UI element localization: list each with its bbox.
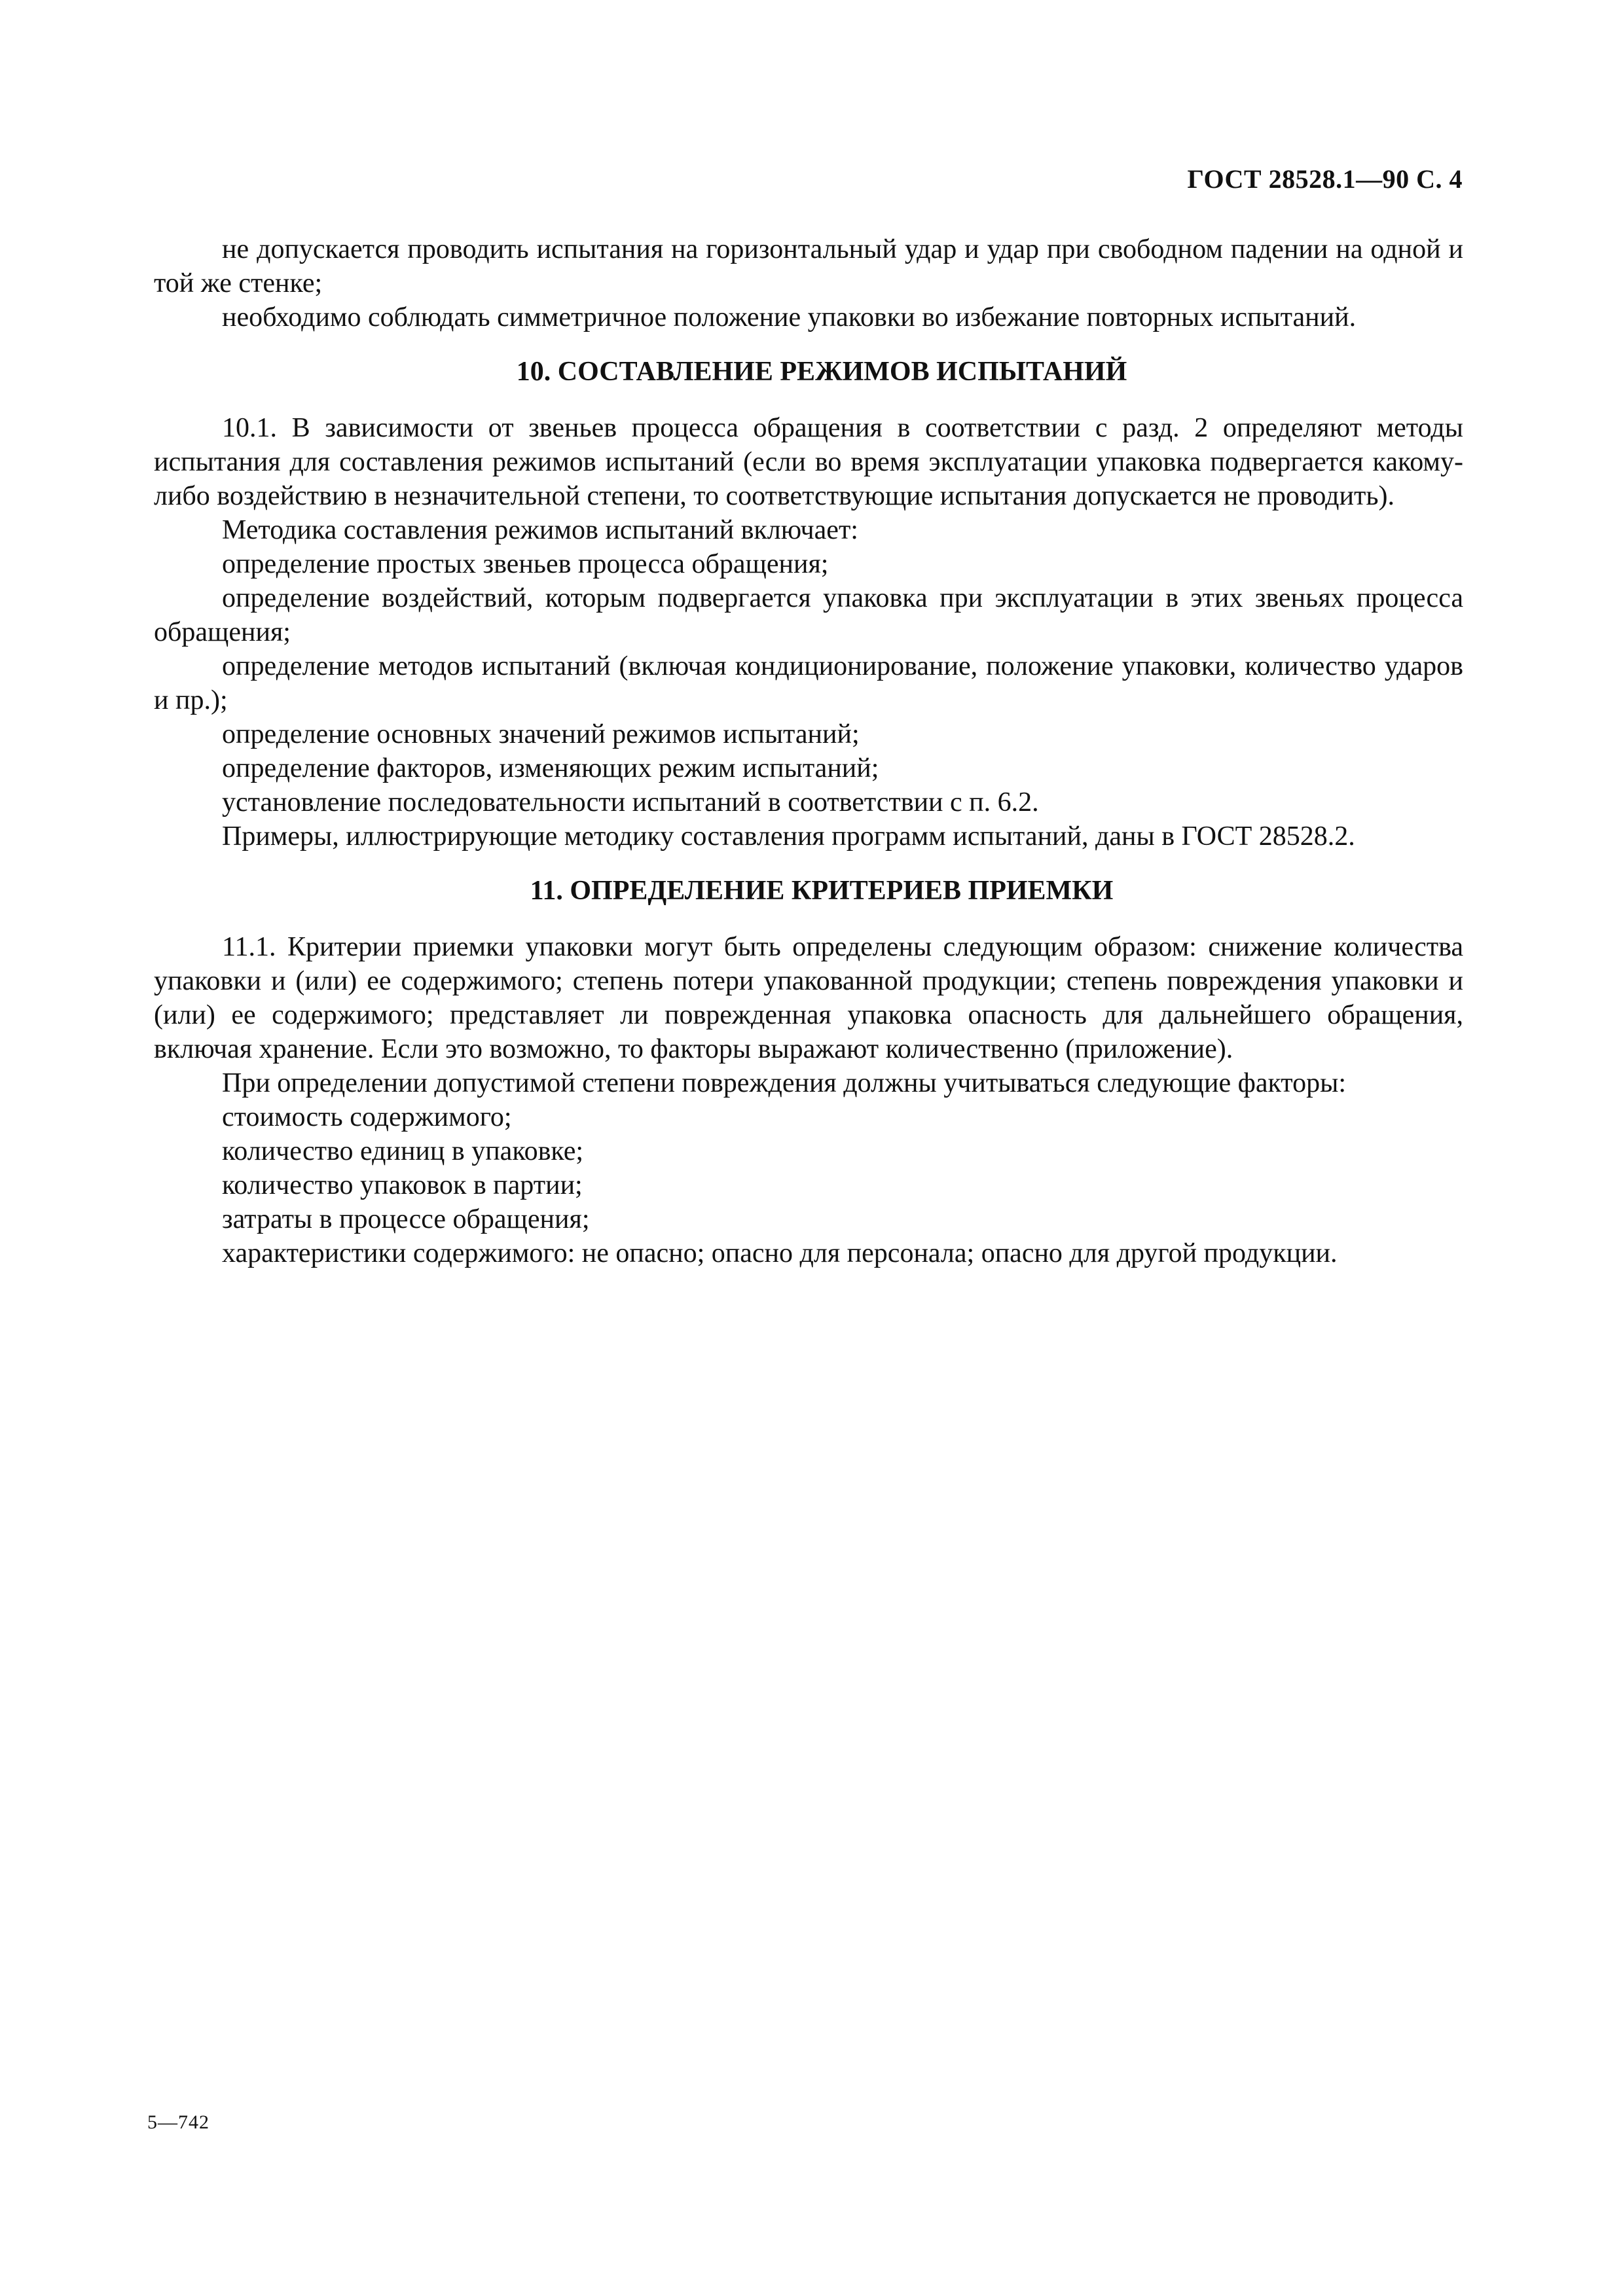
section-11-heading: 11. ОПРЕДЕЛЕНИЕ КРИТЕРИЕВ ПРИЕМКИ: [530, 876, 1114, 906]
section-11-list-item: стоимость содержимого;: [222, 1102, 512, 1132]
section-11-list-item: характеристики содержимого: не опасно; опасно для персонала; опасно для другой продукции.: [222, 1238, 1338, 1268]
page-header-standard-number: ГОСТ 28528.1—90 С. 4: [1187, 164, 1463, 194]
section-10-paragraph: Методика составления режимов испытаний включает:: [222, 515, 858, 545]
page-content: [154, 232, 1463, 1270]
section-10-list-item: определение факторов, изменяющих режим испытаний;: [222, 753, 879, 783]
section-10-list-item: определение основных значений режимов испытаний;: [222, 719, 860, 749]
section-10-list-item: установление последовательности испытаний в соответствии с п. 6.2.: [222, 787, 1039, 817]
intro-paragraph: необходимо соблюдать симметричное положение упаковки во избежание повторных испытаний.: [222, 302, 1357, 332]
section-11-paragraph: 11.1. Критерии приемки упаковки могут быть определены следующим образом: снижение количества упаковки и (или) ее содержимого; степень потери упакованной продукции; степень повреждения упаковки и (или) ее содержимого; представляет ли поврежденная упаковка опасность для дальнейшего обращения, включая хранение. Если это возможно, то факторы выражают количественно (приложение).: [154, 932, 1463, 1064]
page-footer-code: 5—742: [147, 2111, 210, 2133]
section-11-list-item: затраты в процессе обращения;: [222, 1204, 590, 1234]
intro-paragraph: не допускается проводить испытания на горизонтальный удар и удар при свободном падении на одной и той же стенке;: [154, 234, 1463, 298]
section-10-list-item: определение простых звеньев процесса обращения;: [222, 549, 829, 579]
section-10-heading: 10. СОСТАВЛЕНИЕ РЕЖИМОВ ИСПЫТАНИЙ: [516, 357, 1127, 387]
section-11-paragraph: При определении допустимой степени повреждения должны учитываться следующие факторы:: [222, 1068, 1346, 1098]
section-11-list-item: количество единиц в упаковке;: [222, 1136, 584, 1166]
section-10-list-item: определение воздействий, которым подвергается упаковка при эксплуатации в этих звеньях процесса обращения;: [154, 583, 1463, 647]
section-11-list-item: количество упаковок в партии;: [222, 1170, 583, 1200]
section-10-list-item: определение методов испытаний (включая кондиционирование, положение упаковки, количество ударов и пр.);: [154, 651, 1463, 715]
section-10-paragraph: 10.1. В зависимости от звеньев процесса обращения в соответствии с разд. 2 определяют методы испытания для составления режимов испытаний (если во время эксплуатации упаковка подвергается какому-либо воздействию в незначительной степени, то соответствующие испытания допускается не проводить).: [154, 413, 1463, 511]
section-10-paragraph: Примеры, иллюстрирующие методику составления программ испытаний, даны в ГОСТ 28528.2.: [222, 821, 1355, 852]
